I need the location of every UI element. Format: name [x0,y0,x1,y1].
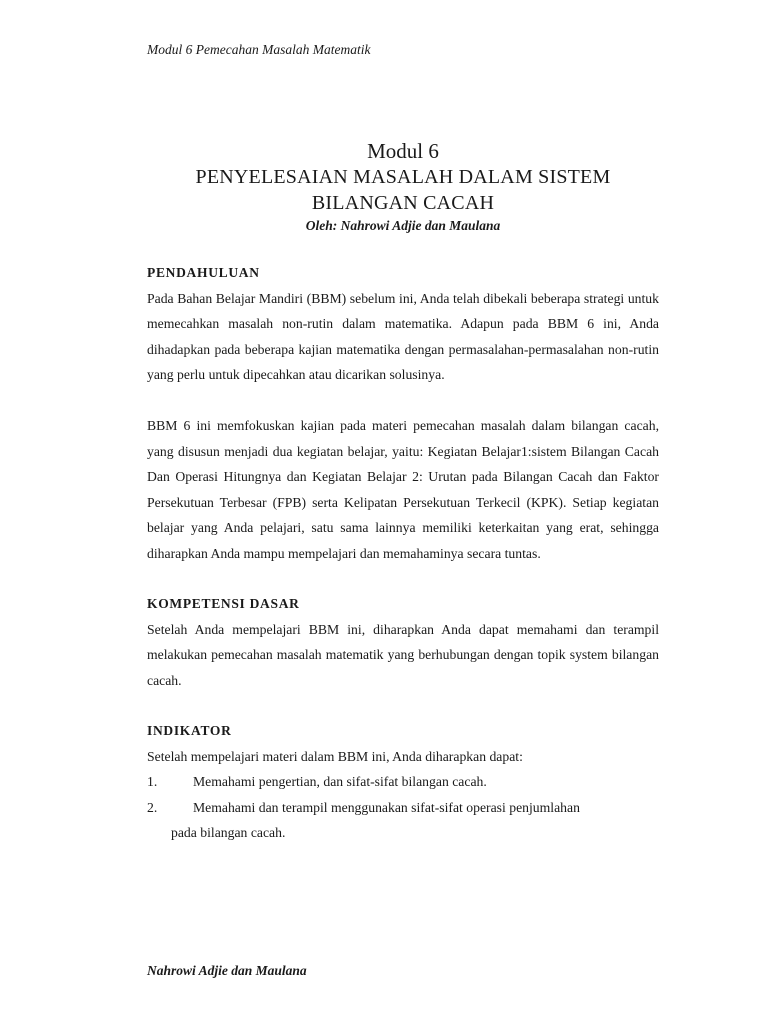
pendahuluan-paragraph-2: BBM 6 ini memfokuskan kajian pada materi pemecahan masalah dalam bilangan cacah, yang disusun menjadi dua kegiatan belajar, yaitu: Kegiatan Belajar1:sistem Bilangan Cacah Dan Operasi Hitungnya dan Kegiatan Belajar 2: Urutan pada Bilangan Cacah dan Faktor Persekutuan Terbesar (FPB) serta Kelipatan Persekutuan Terkecil (KPK). Setiap kegiatan belajar yang Anda pelajari, satu sama lainnya memiliki keterkaitan yang erat, sehingga diharapkan Anda mampu mempelajari dan memahaminya secara tuntas. [147,418,659,561]
module-title-line1: PENYELESAIAN MASALAH DALAM SISTEM [195,166,611,188]
module-title-line2: BILANGAN CACAH [311,192,495,214]
running-footer: Nahrowi Adjie dan Maulana [147,963,307,978]
list-item [147,795,659,846]
title-block [0,138,768,236]
list-item-number: 2. [147,799,158,815]
list-item-number: 1. [147,774,158,789]
running-header: Modul 6 Pemecahan Masalah Matematik [147,42,371,57]
list-item-text: Memahami pengertian, dan sifat-sifat bilangan cacah. [193,774,487,789]
author-line: Oleh: Nahrowi Adjie dan Maulana [305,218,501,233]
heading-kompetensi-dasar: KOMPETENSI DASAR [147,596,300,611]
kompetensi-paragraph: Setelah Anda mempelajari BBM ini, diharapkan Anda dapat memahami dan terampil melakukan pemecahan masalah matematik yang berhubungan dengan topik system bilangan cacah. [147,621,659,688]
indikator-list [147,769,659,846]
pendahuluan-paragraph-1: Pada Bahan Belajar Mandiri (BBM) sebelum ini, Anda telah dibekali beberapa strategi untuk memecahkan masalah non-rutin dalam matematika. Adapun pada BBM 6 ini, Anda dihadapkan pada beberapa kajian matematika dengan permasalahan-permasalahan non-rutin yang perlu untuk dipecahkan atau dicarikan solusinya. [147,290,659,382]
indikator-intro: Setelah mempelajari materi dalam BBM ini, Anda diharapkan dapat: [147,748,523,764]
document-body [147,260,659,846]
module-number: Modul 6 [367,139,439,163]
heading-pendahuluan: PENDAHULUAN [147,265,260,280]
list-item-continuation: pada bilangan cacah. [171,825,286,840]
list-item [147,769,659,795]
list-item-text: Memahami dan terampil menggunakan sifat-sifat operasi penjumlahan [193,799,580,815]
heading-indikator: INDIKATOR [147,723,232,738]
